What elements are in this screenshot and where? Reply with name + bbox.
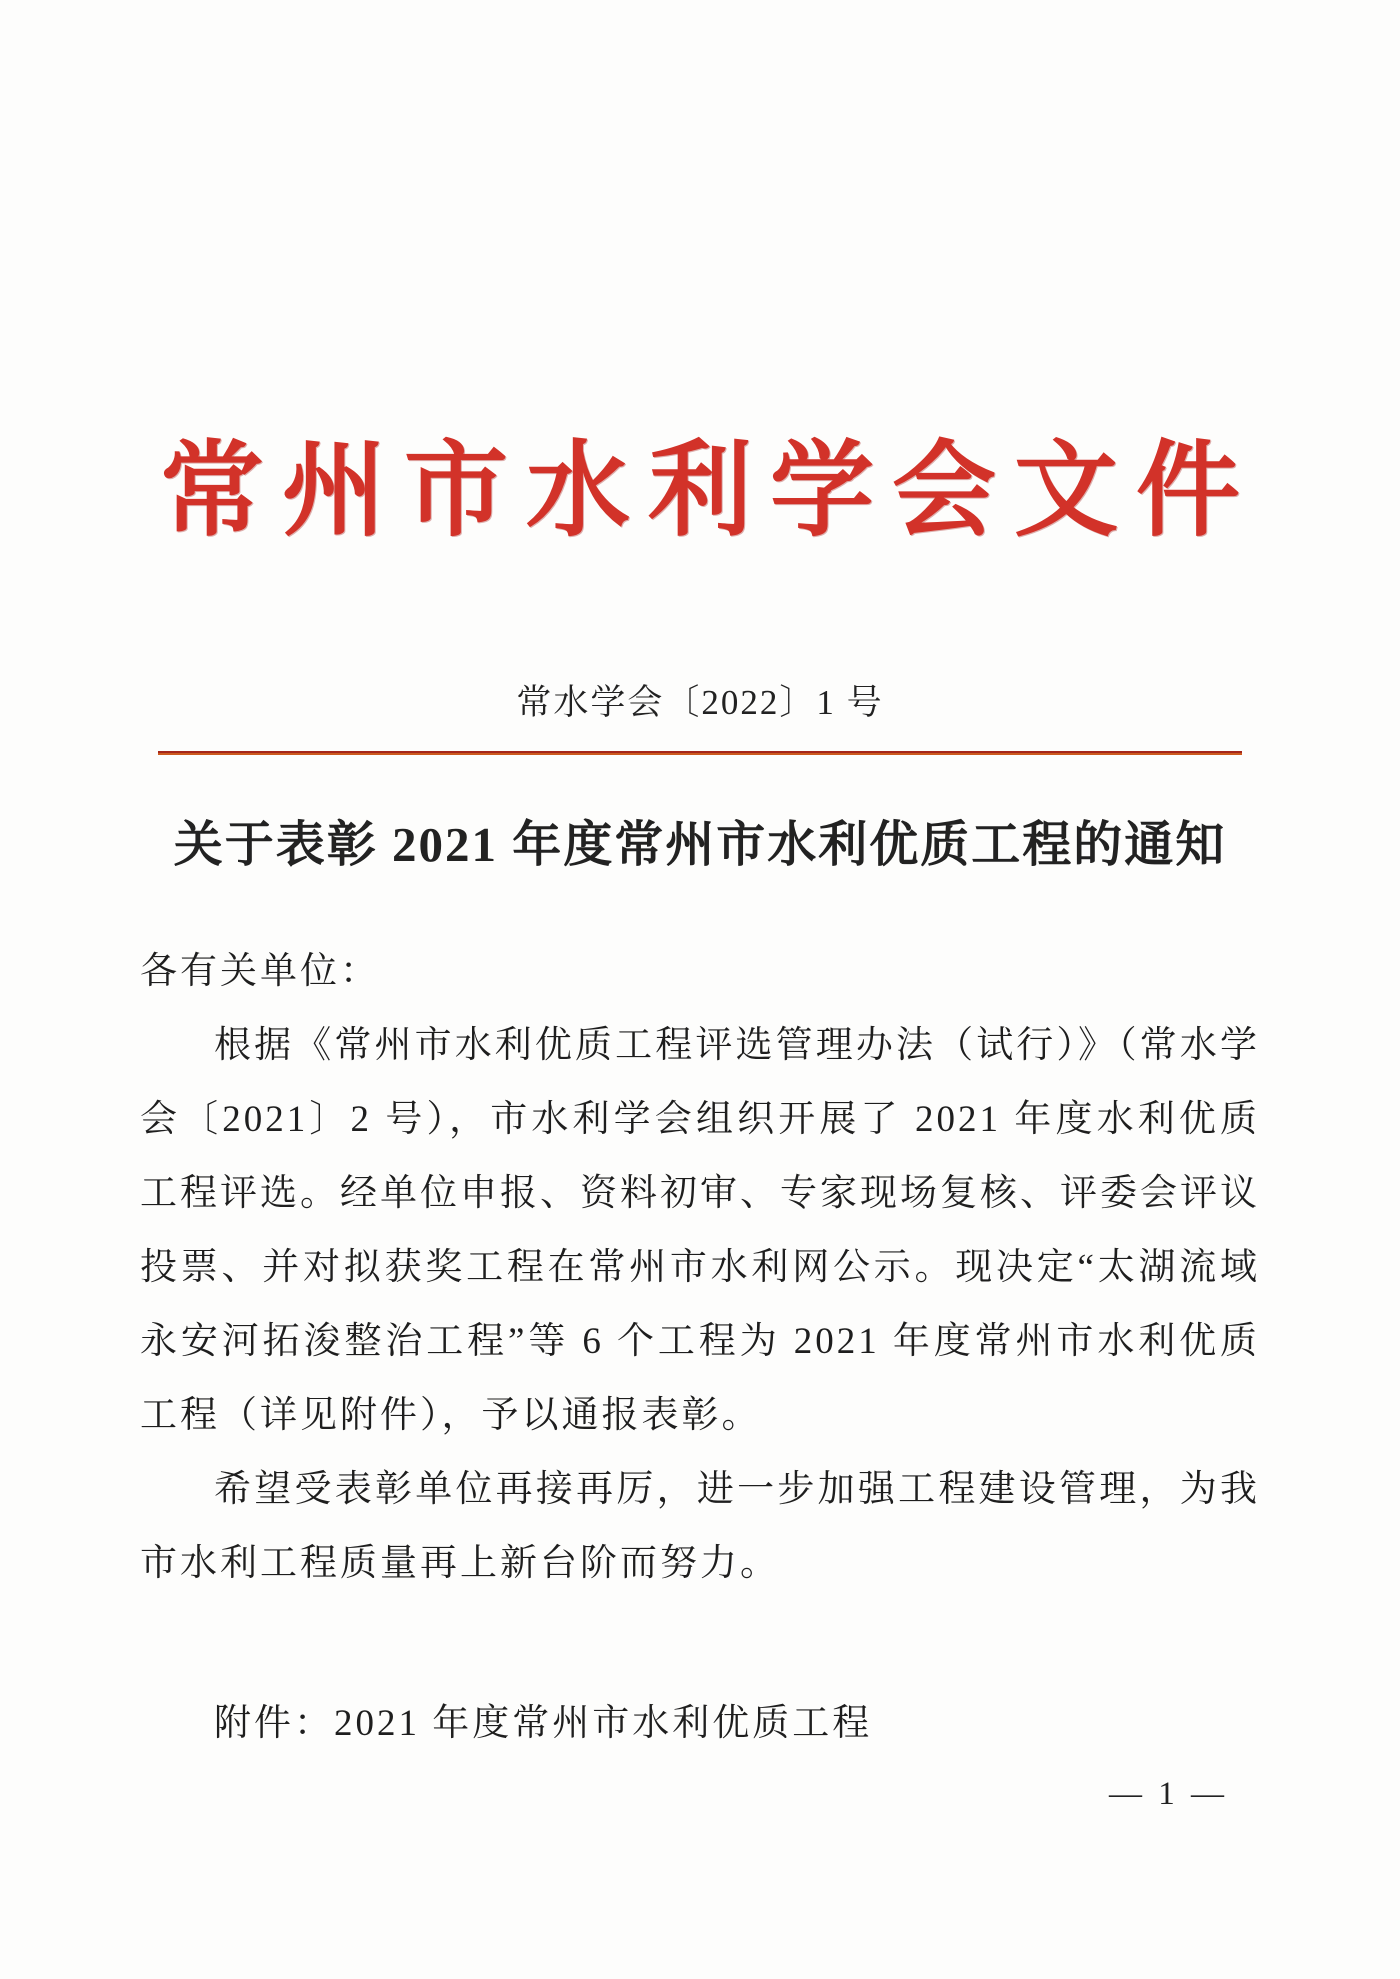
letterhead-title: 常州市水利学会文件 bbox=[159, 434, 1258, 549]
notice-title: 关于表彰 2021 年度常州市水利优质工程的通知 bbox=[173, 817, 1227, 872]
red-divider-rule bbox=[158, 751, 1242, 755]
document-reference-number: 常水学会〔2022〕1 号 bbox=[516, 683, 884, 722]
document-body bbox=[140, 935, 1260, 1761]
page-number: — 1 — bbox=[1109, 1776, 1228, 1812]
salutation: 各有关单位： bbox=[140, 951, 380, 992]
paragraph-2: 希望受表彰单位再接再厉，进一步加强工程建设管理，为我市水利工程质量再上新台阶而努力。 bbox=[140, 1469, 1260, 1584]
attachment-line: 附件：2021 年度常州市水利优质工程 bbox=[214, 1703, 873, 1744]
paragraph-1: 根据《常州市水利优质工程评选管理办法（试行）》（常水学会〔2021〕2 号），市水利学会组织开展了 2021 年度水利优质工程评选。经单位申报、资料初审、专家现场复核、评委会评议投票、并对拟获奖工程在常州市水利网公示。现决定“太湖流域永安河拓浚整治工程”等 6 个工程为 2021 年度常州市水利优质工程（详见附件），予以通报表彰。 bbox=[140, 1025, 1260, 1436]
